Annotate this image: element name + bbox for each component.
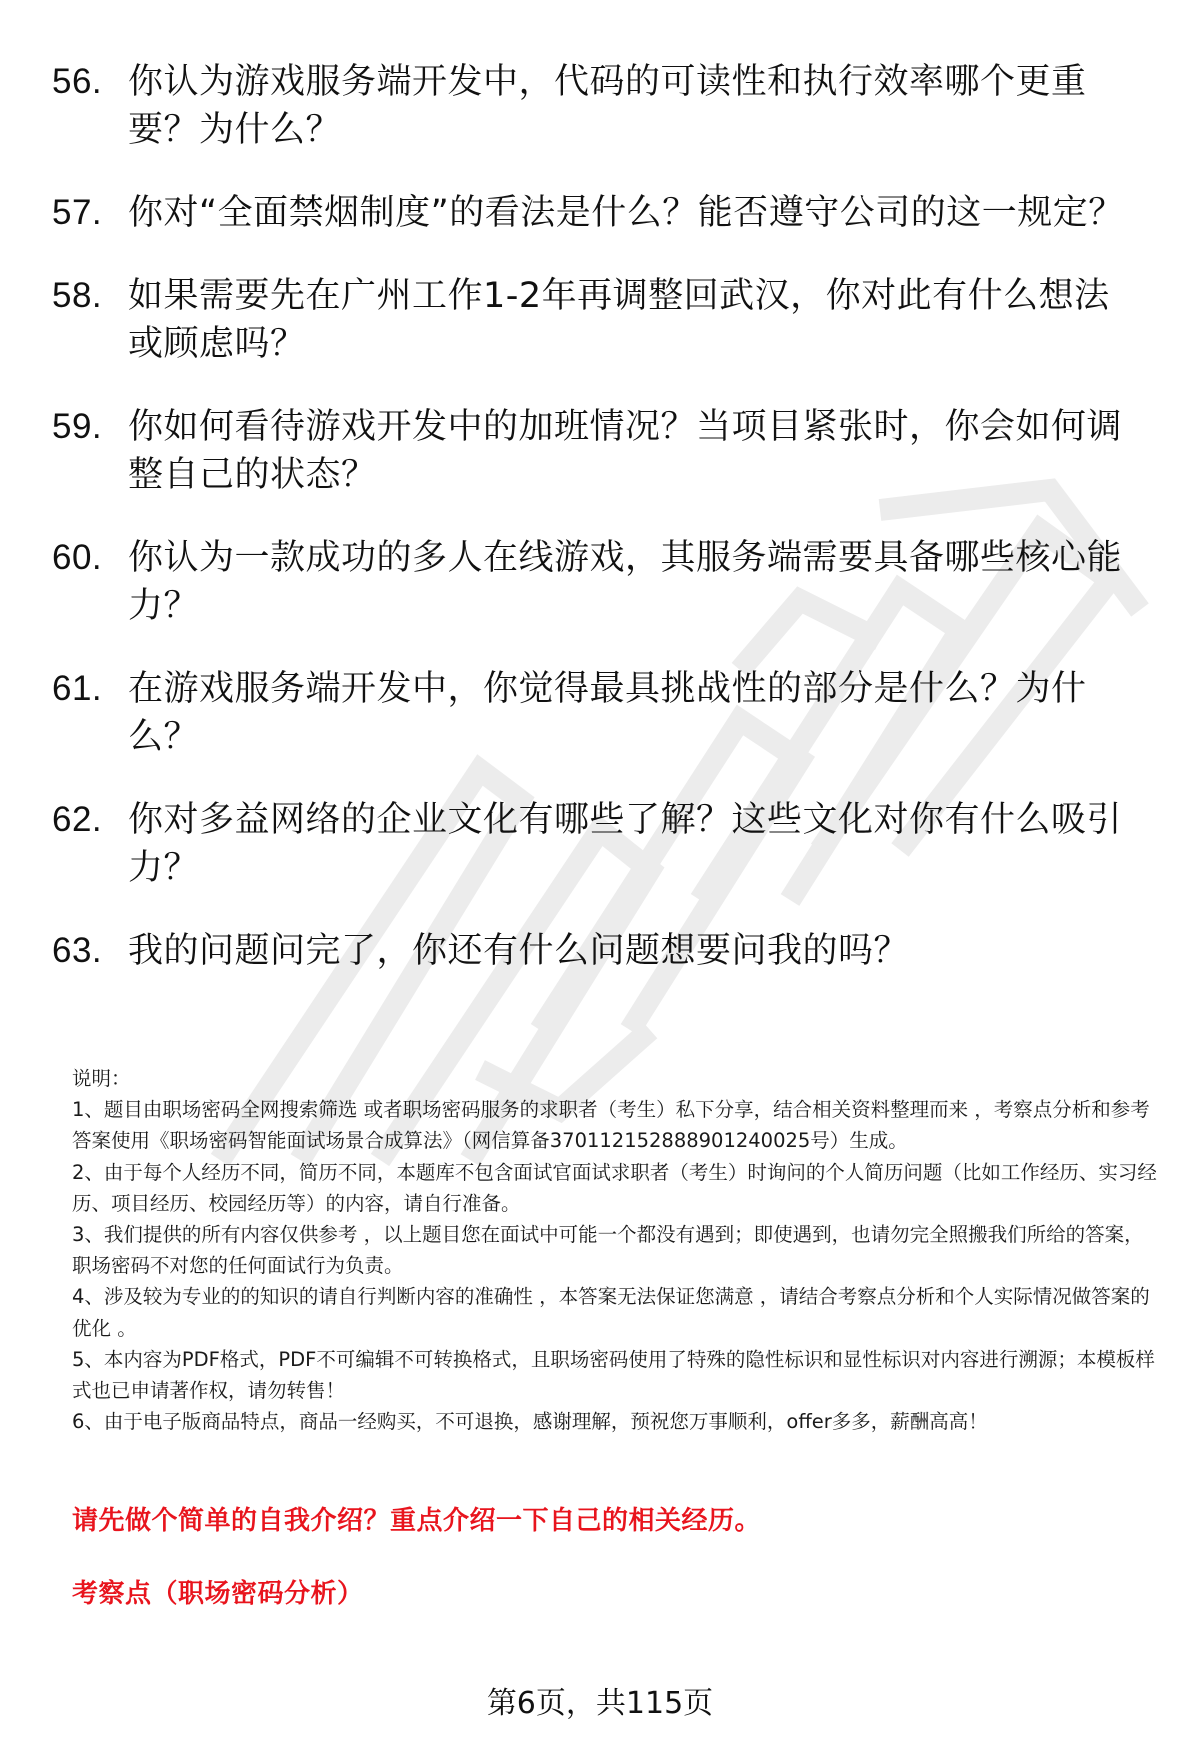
- question-item: [52, 403, 1162, 499]
- question-text: 我的问题问完了，你还有什么问题想要问我的吗？: [128, 931, 910, 971]
- question-item: [52, 189, 1162, 237]
- question-number: 56.: [52, 62, 103, 101]
- question-list: [52, 58, 1162, 1010]
- question-number: 61.: [52, 669, 103, 708]
- question-item: [52, 534, 1162, 630]
- note-item: 3、我们提供的所有内容仅供参考 ，以上题目您在面试中可能一个都没有遇到；即使遇到，也请勿完全照搬我们所给的答案，职场密码不对您的任何面试行为负责。: [72, 1223, 1144, 1278]
- question-item: [52, 272, 1162, 368]
- note-item: 2、由于每个人经历不同，简历不同，本题库不包含面试官面试求职者（考生）时询问的个人简历问题（比如工作经历、实习经历、项目经历、校园经历等）的内容，请自行准备。: [72, 1160, 1157, 1215]
- note-item: 5、本内容为PDF格式，PDF不可编辑不可转换格式，且职场密码使用了特殊的隐性标识和显性标识对内容进行溯源；本模板样式也已申请著作权，请勿转售！: [72, 1347, 1155, 1403]
- question-number: 59.: [52, 407, 103, 446]
- question-text: 你如何看待游戏开发中的加班情况？当项目紧张时，你会如何调整自己的状态？: [128, 407, 1123, 495]
- note-item: 1、题目由职场密码全网搜索筛选 或者职场密码服务的求职者（考生）私下分享，结合相关资料整理而来 ，考察点分析和参考答案使用《职场密码智能面试场景合成算法》（网信算备370112152888901240025号）生成。: [72, 1098, 1150, 1153]
- note-item: 4、涉及较为专业的的知识的请自行判断内容的准确性 ，本答案无法保证您满意 ，请结合考察点分析和个人实际情况做答案的优化 。: [72, 1285, 1150, 1340]
- question-text: 你认为游戏服务端开发中，代码的可读性和执行效率哪个更重要？为什么？: [128, 62, 1087, 150]
- question-text: 你对“全面禁烟制度”的看法是什么？能否遵守公司的这一规定？: [128, 193, 1124, 233]
- section-question-heading: 请先做个简单的自我介绍？重点介绍一下自己的相关经历。: [72, 1506, 762, 1536]
- question-text: 在游戏服务端开发中，你觉得最具挑战性的部分是什么？为什么？: [128, 669, 1087, 757]
- question-item: [52, 665, 1162, 761]
- question-number: 60.: [52, 538, 103, 577]
- question-number: 62.: [52, 800, 103, 839]
- note-item: 6、由于电子版商品特点，商品一经购买，不可退换，感谢理解，预祝您万事顺利，offer多多，薪酬高高！: [72, 1410, 988, 1434]
- notes-title: 说明：: [72, 1067, 131, 1090]
- question-item: [52, 796, 1162, 892]
- question-text: 如果需要先在广州工作1-2年再调整回武汉，你对此有什么想法或顾虑吗？: [128, 276, 1110, 364]
- analysis-heading: 考察点（职场密码分析）: [72, 1579, 364, 1609]
- question-number: 58.: [52, 276, 103, 315]
- question-item: [52, 927, 1162, 975]
- page-number: 第6页，共115页: [486, 1686, 714, 1721]
- disclaimer-notes: [72, 1063, 1162, 1437]
- question-number: 63.: [52, 931, 103, 970]
- question-text: 你认为一款成功的多人在线游戏，其服务端需要具备哪些核心能力？: [128, 538, 1123, 626]
- question-number: 57.: [52, 193, 103, 232]
- question-item: [52, 58, 1162, 154]
- question-text: 你对多益网络的企业文化有哪些了解？这些文化对你有什么吸引力？: [128, 800, 1123, 888]
